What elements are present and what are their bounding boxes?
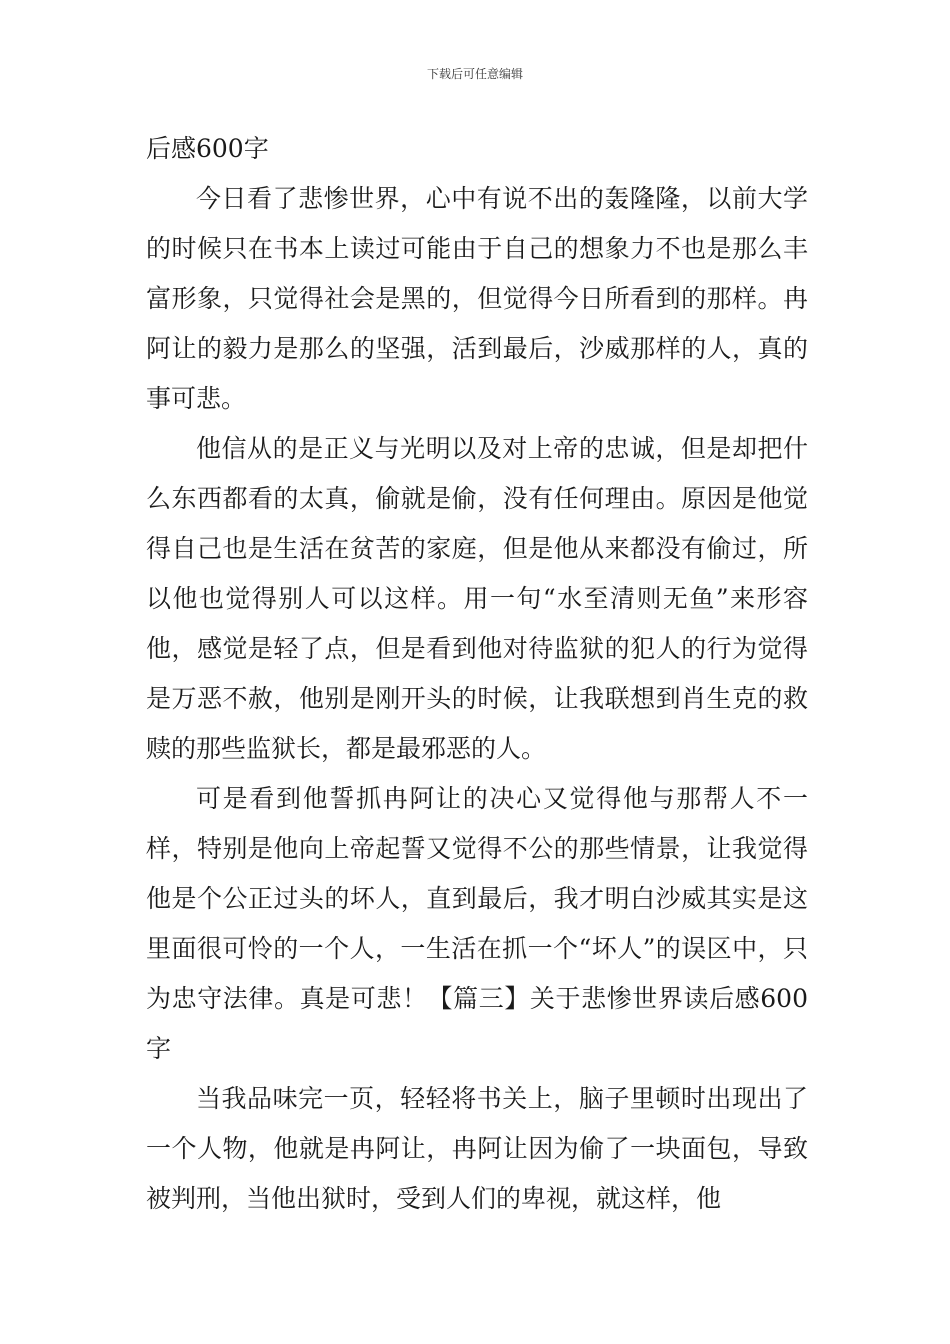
paragraph-4: 当我品味完一页，轻轻将书关上，脑子里顿时出现出了一个人物，他就是冉阿让，冉阿让因为偷了一块面包，导致被判刑，当他出狱时，受到人们的卑视，就这样，他 (146, 1084, 808, 1213)
paragraph-2: 他信从的是正义与光明以及对上帝的忠诚，但是却把什么东西都看的太真，偷就是偷，没有任何理由。原因是他觉得自己也是生活在贫苦的家庭，但是他从来都没有偷过，所以他也觉得别人可以这样。用一句“水至清则无鱼”来形容他，感觉是轻了点，但是看到他对待监狱的犯人的行为觉得是万恶不赦，他别是刚开头的时候，让我联想到肖生克的救赎的那些监狱长，都是最邪恶的人。 (146, 434, 808, 763)
paragraph-1: 今日看了悲惨世界，心中有说不出的轰隆隆，以前大学的时候只在书本上读过可能由于自己的想象力不也是那么丰富形象，只觉得社会是黑的，但觉得今日所看到的那样。冉阿让的毅力是那么的坚强，活到最后，沙威那样的人，真的事可悲。 (146, 184, 808, 413)
page-header: 下载后可任意编辑 (426, 67, 523, 81)
document-body (146, 124, 808, 1224)
paragraph-3: 可是看到他誓抓冉阿让的决心又觉得他与那帮人不一样，特别是他向上帝起誓又觉得不公的那些情景，让我觉得他是个公正过头的坏人，直到最后，我才明白沙威其实是这里面很可怜的一个人，一生活在抓一个“坏人”的误区中，只为忠守法律。真是可悲！【篇三】关于悲惨世界读后感600字 (146, 784, 808, 1063)
paragraph-title-tail: 后感600字 (146, 134, 269, 163)
